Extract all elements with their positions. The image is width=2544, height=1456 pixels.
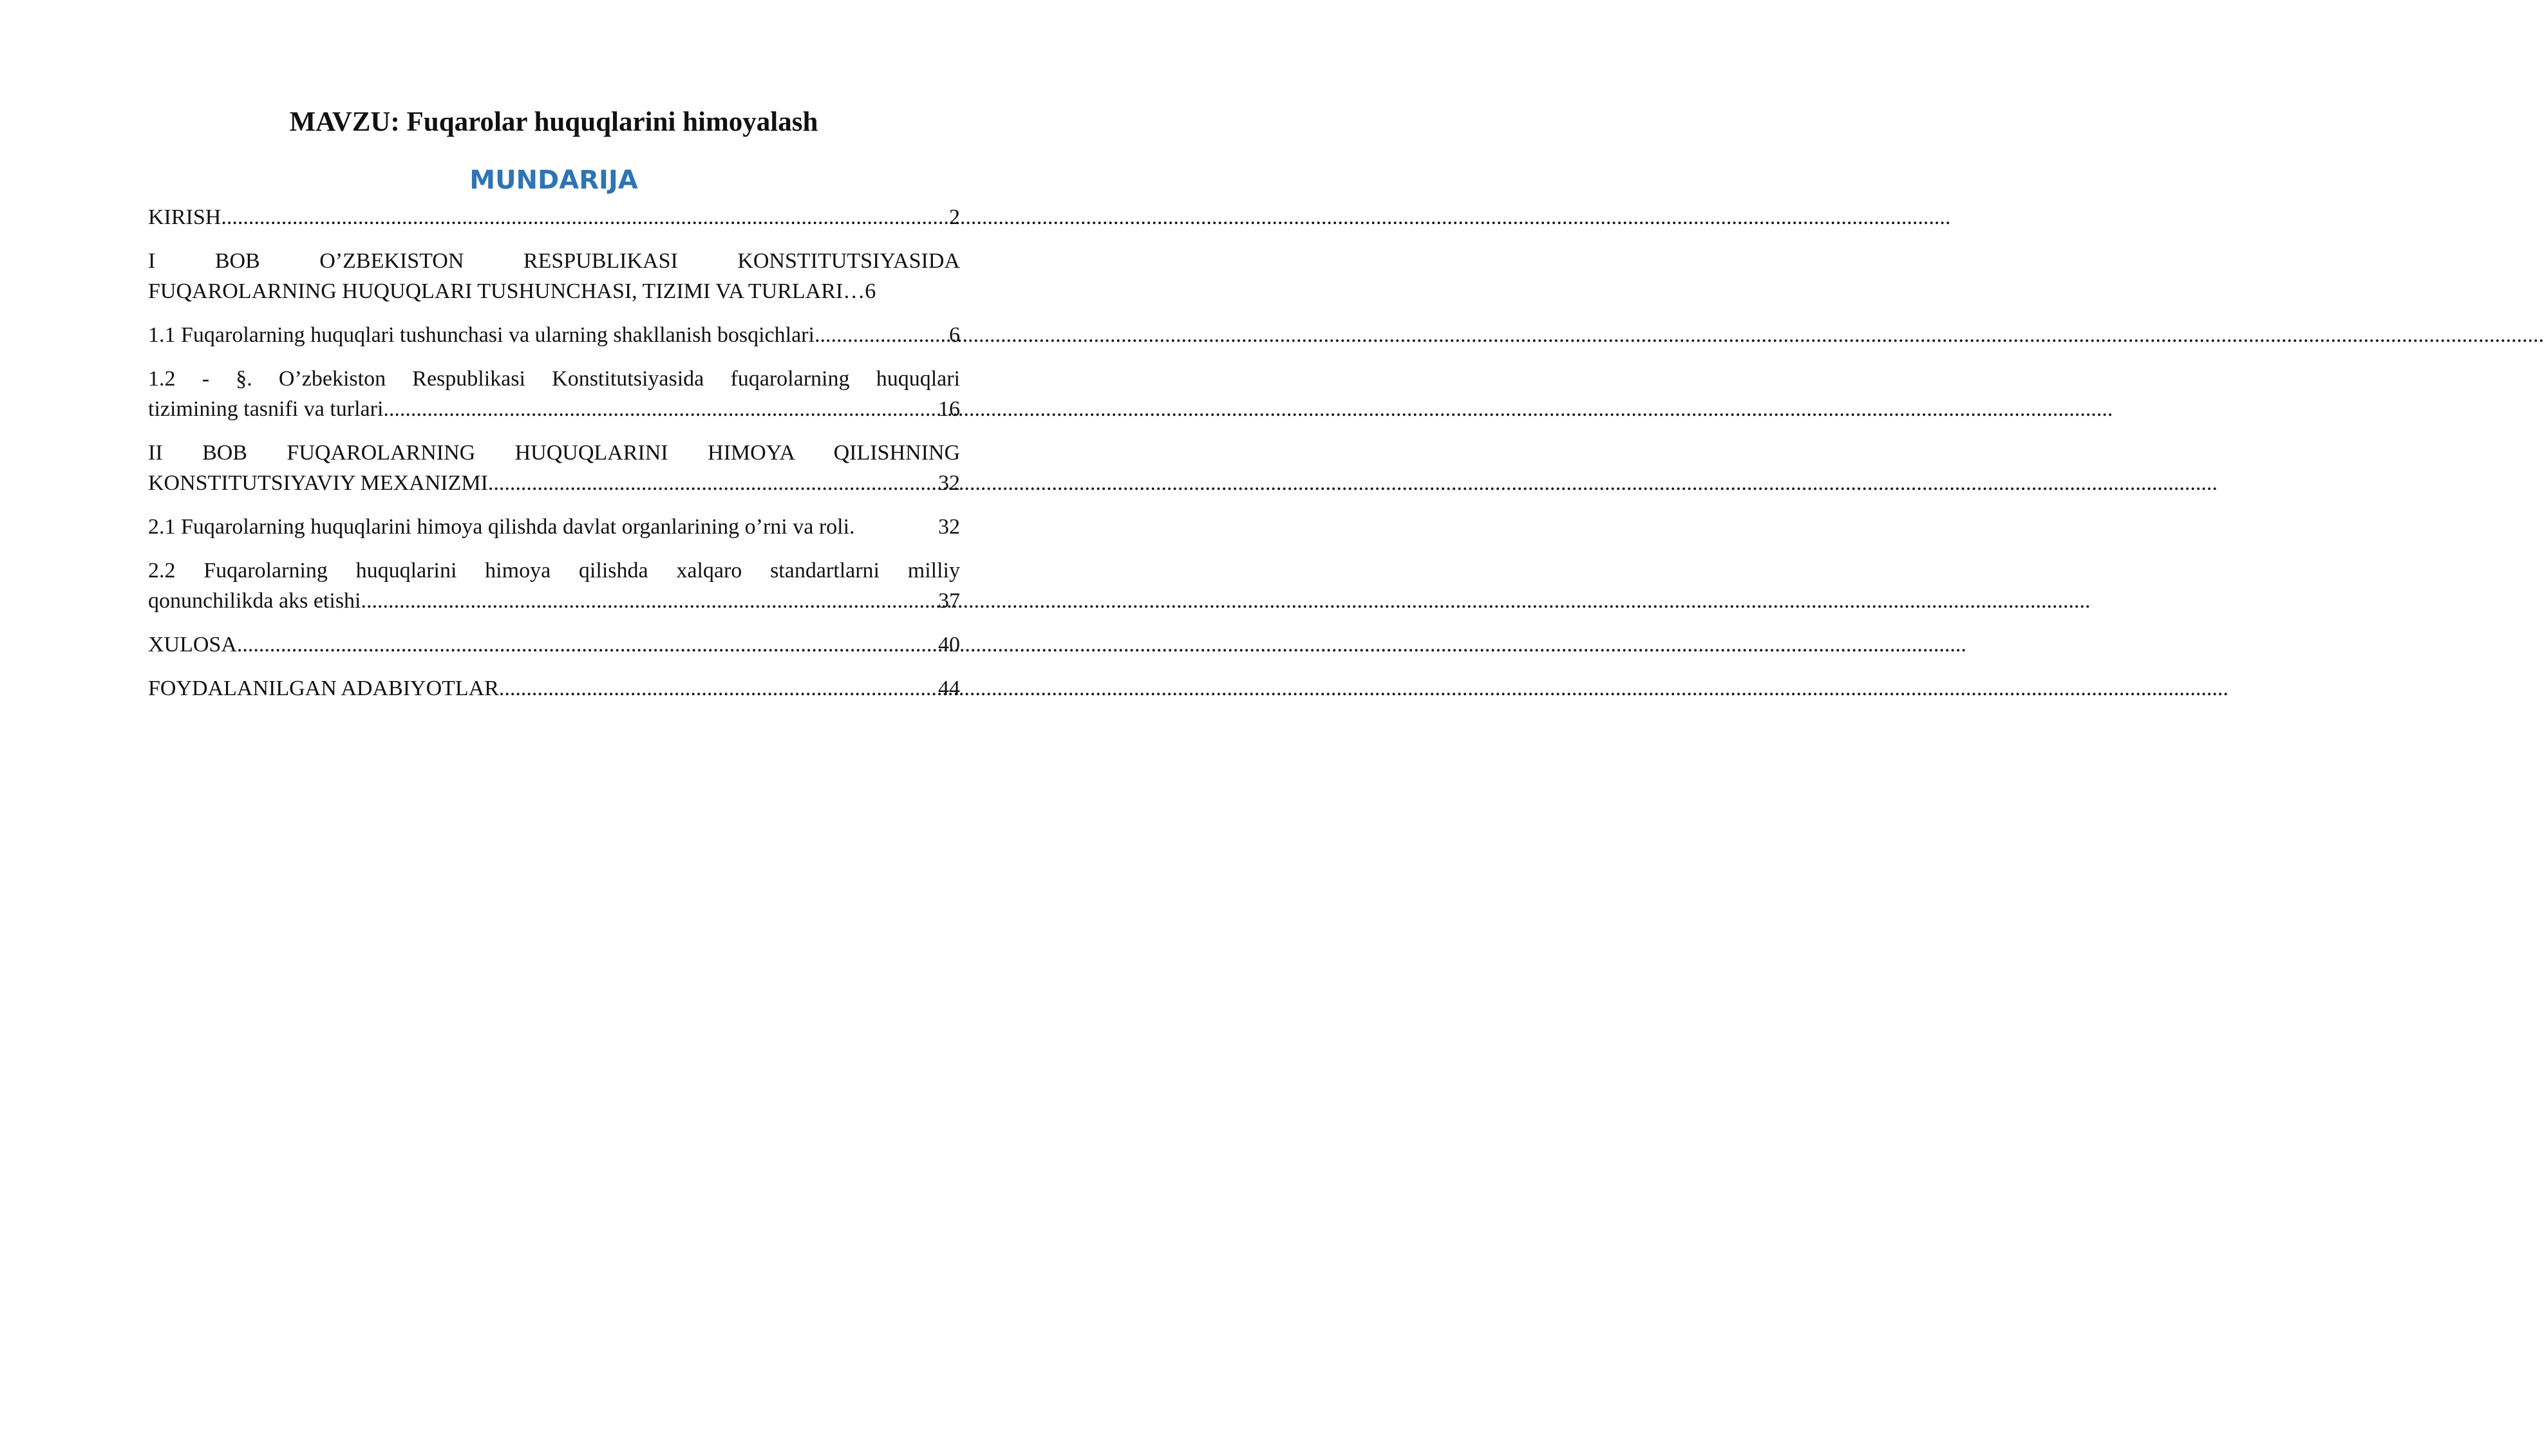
- toc-entry-text: tizimining tasnifi va turlari: [148, 397, 384, 421]
- dot-leader: [488, 468, 937, 498]
- dot-leader: [815, 320, 948, 350]
- toc-entry-line: [148, 673, 960, 704]
- toc-entry-text-line: 1.2 - §. O’zbekiston Respublikasi Konstitutsiyasida fuqarolarning huquqlari: [148, 367, 960, 391]
- toc-page-number: 40: [938, 633, 960, 657]
- toc-entry-text: FUQAROLARNING HUQUQLARI TUSHUNCHASI, TIZIMI VA TURLARI…: [148, 279, 865, 303]
- document-page: [0, 0, 1030, 1456]
- toc-entry-line: [148, 468, 960, 498]
- toc-entry-line: [148, 320, 960, 350]
- toc-entry-section-1-1[interactable]: [148, 320, 960, 350]
- toc-entry-chapter-1[interactable]: [148, 246, 960, 306]
- toc-page-number: 6: [865, 279, 876, 303]
- toc-page-number: 37: [938, 589, 960, 613]
- dot-leader: [221, 202, 948, 232]
- toc-page-number: 44: [938, 677, 960, 700]
- toc-entry-text: qonunchilikda aks etishi: [148, 589, 361, 613]
- dot-leader: [383, 394, 937, 424]
- toc-entry-text: KONSTITUTSIYAVIY MEXANIZMI: [148, 471, 488, 495]
- page-title: MAVZU: Fuqarolar huquqlarini himoyalash: [289, 107, 818, 137]
- toc-page-number: 16: [938, 397, 960, 421]
- table-of-contents: [148, 202, 960, 717]
- toc-entry-kirish[interactable]: [148, 202, 960, 232]
- toc-heading: MUNDARIJA: [469, 165, 638, 195]
- toc-entry-line: [148, 512, 960, 542]
- toc-entry-adabiyotlar[interactable]: [148, 673, 960, 704]
- dot-leader: [499, 673, 937, 704]
- dot-leader: [361, 586, 937, 616]
- toc-page-number: 32: [938, 515, 960, 539]
- toc-entry-text: 2.1 Fuqarolarning huquqlarini himoya qilishda davlat organlarining o’rni va roli.: [148, 515, 855, 539]
- toc-entry-text: KIRISH: [148, 205, 221, 229]
- toc-entry-section-2-1[interactable]: [148, 512, 960, 542]
- toc-entry-text-line: II BOB FUQAROLARNING HUQUQLARINI HIMOYA QILISHNING: [148, 441, 960, 465]
- toc-entry-line: [148, 586, 960, 616]
- toc-page-number: 2: [949, 205, 960, 229]
- dot-leader: [237, 630, 937, 660]
- toc-entry-line: [148, 276, 960, 306]
- toc-page-number: 32: [938, 471, 960, 495]
- toc-entry-text: XULOSA: [148, 633, 237, 657]
- toc-entry-text-line: I BOB O’ZBEKISTON RESPUBLIKASI KONSTITUTSIYASIDA: [148, 249, 960, 273]
- toc-entry-line: [148, 394, 960, 424]
- toc-entry-text: 1.1 Fuqarolarning huquqlari tushunchasi va ularning shakllanish bosqichlari: [148, 323, 815, 347]
- toc-entry-line: [148, 630, 960, 660]
- toc-entry-section-1-2[interactable]: [148, 364, 960, 424]
- toc-entry-chapter-2[interactable]: [148, 438, 960, 498]
- toc-entry-text-line: 2.2 Fuqarolarning huquqlarini himoya qilishda xalqaro standartlarni milliy: [148, 559, 960, 583]
- toc-entry-xulosa[interactable]: [148, 630, 960, 660]
- toc-entry-line: [148, 202, 960, 232]
- toc-page-number: 6: [949, 323, 960, 347]
- toc-entry-text: FOYDALANILGAN ADABIYOTLAR: [148, 677, 499, 700]
- toc-entry-section-2-2[interactable]: [148, 555, 960, 616]
